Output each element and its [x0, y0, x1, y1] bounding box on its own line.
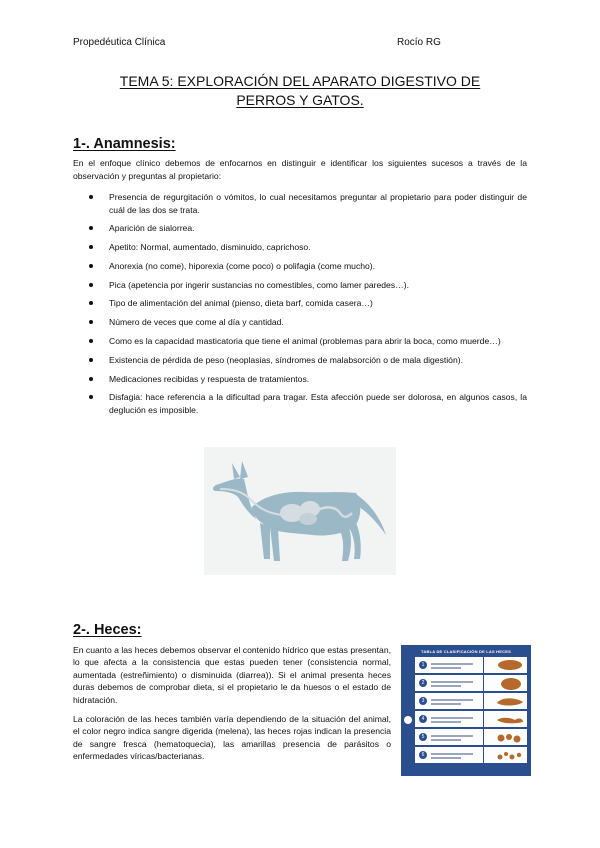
- bullet-icon: [89, 195, 93, 199]
- stool-chart-row: 3: [415, 693, 527, 709]
- bullet-icon: [89, 320, 93, 324]
- list-item: Anorexia (no come), hiporexia (come poco) o polifagia (come mucho).: [89, 260, 527, 273]
- bullet-icon: [89, 358, 93, 362]
- stool-chart-row: 4: [415, 711, 527, 727]
- list-item: Pica (apetencia por ingerir sustancias no comestibles, como lamer paredes…).: [89, 279, 527, 292]
- list-item: Aparición de sialorrea.: [89, 222, 527, 235]
- title-line-2: PERROS Y GATOS.: [236, 92, 364, 108]
- stool-chart-title: TABLA DE CLASIFICACIÓN DE LAS HECES: [421, 649, 511, 654]
- stool-icon: [495, 750, 525, 761]
- stool-chart-row: 6: [415, 747, 527, 763]
- stool-icon: [499, 677, 523, 690]
- stool-icon: [495, 714, 525, 725]
- stool-chart-row: 5: [415, 729, 527, 745]
- stool-icon: [495, 732, 525, 743]
- stool-icon: [497, 659, 523, 671]
- bullet-icon: [89, 395, 93, 399]
- list-item: Tipo de alimentación del animal (pienso, dieta barf, comida casera…): [89, 297, 527, 310]
- heces-paragraph-1: En cuanto a las heces debemos observar el contenido hídrico que estas presentan, lo que afecta a la consistencia que estas pueden tener (consistencia normal, aumentada (estreñimiento) o disminuida (diarrea)). Si el animal presenta heces duras debemos de comprobar dieta, si el propietario le da huesos o el estado de hidratación.: [73, 645, 391, 705]
- stool-chart-row: 2: [415, 675, 527, 691]
- bullet-icon: [89, 339, 93, 343]
- anamnesis-list: [89, 191, 527, 423]
- bullet-icon: [89, 264, 93, 268]
- header-subject: Propedéutica Clínica: [73, 37, 166, 48]
- heces-paragraph-2: La coloración de las heces también varía dependiendo de la situación del animal, el color negro indica sangre digerida (melena), las heces rojas indican la presencia de sangre fresca (hematoquecia), las amarillas presencia de parásitos o enfermedades víricas/bacterianas.: [73, 714, 391, 762]
- heces-text-block: [73, 644, 391, 770]
- bullet-icon: [89, 245, 93, 249]
- stool-classification-chart: [401, 645, 531, 776]
- list-item: Existencia de pérdida de peso (neoplasias, síndromes de malabsorción o de mala digestión).: [89, 354, 527, 367]
- header-author: Rocío RG: [397, 37, 441, 48]
- list-item: Como es la capacidad masticatoria que tiene el animal (problemas para abrir la boca, como muerde…): [89, 335, 527, 348]
- section-heading-heces: 2-. Heces:: [73, 622, 142, 638]
- bullet-icon: [89, 301, 93, 305]
- stool-chart-row: 1: [415, 657, 527, 673]
- section-heading-anamnesis: 1-. Anamnesis:: [73, 136, 176, 152]
- dog-anatomy-image: [204, 447, 396, 575]
- title-line-1: TEMA 5: EXPLORACIÓN DEL APARATO DIGESTIVO DE: [119, 73, 481, 89]
- bullet-icon: [89, 226, 93, 230]
- dog-digestive-illustration: [204, 447, 396, 575]
- stool-icon: [495, 696, 525, 707]
- bullet-icon: [89, 377, 93, 381]
- document-title: [60, 72, 540, 110]
- list-item: Número de veces que come al día y cantidad.: [89, 316, 527, 329]
- list-item: Apetito: Normal, aumentado, disminuido, caprichoso.: [89, 241, 527, 254]
- anamnesis-intro: En el enfoque clínico debemos de enfocarnos en distinguir e identificar los siguientes sucesos a través de la observación y preguntas al propietario:: [73, 158, 527, 181]
- list-item: Presencia de regurgitación o vómitos, lo cual necesitamos preguntar al propietario para poder distinguir de cuál de las dos se trata.: [89, 191, 527, 216]
- list-item: Disfagia: hace referencia a la dificultad para tragar. Esta afección puede ser dolorosa, en algunos casos, la deglución es imposible.: [89, 391, 527, 416]
- bullet-icon: [89, 283, 93, 287]
- list-item: Medicaciones recibidas y respuesta de tratamientos.: [89, 373, 527, 386]
- chart-logo-icon: [404, 716, 412, 724]
